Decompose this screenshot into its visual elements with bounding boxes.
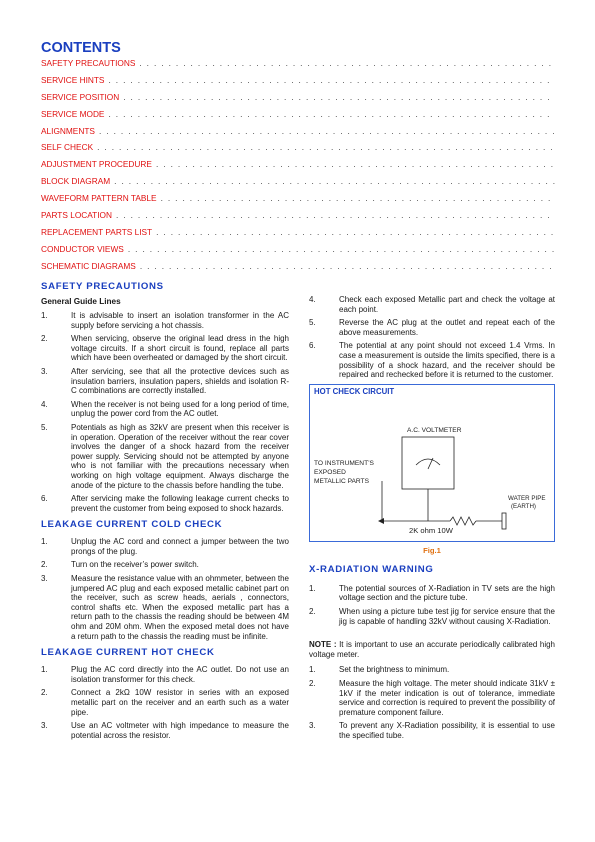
toc-item[interactable] bbox=[41, 210, 555, 227]
item-text: Measure the resistance value with an ohmmeter, between the jumpered AC plug and each exposed metallic cabinet part on the receiver, such as screw heads, aerials , connectors, control shafts etc. When the exposed metallic part has a return path to the chassis the reading should be between 4M ohm and 20M ohm. When the exposed metal does not have a return path to the chassis the reading must be infinite. bbox=[71, 574, 289, 641]
toc-item[interactable] bbox=[41, 126, 555, 143]
toc-item-label: ADJUSTMENT PROCEDURE bbox=[41, 159, 152, 170]
toc-item[interactable] bbox=[41, 58, 555, 75]
circuit-diagram bbox=[310, 385, 553, 540]
item-number: 2. bbox=[41, 560, 48, 570]
item-text: Plug the AC cord directly into the AC outlet. Do not use an isolation transformer for this check. bbox=[71, 665, 289, 684]
toc-item-label: SERVICE POSITION bbox=[41, 91, 120, 102]
voltmeter-label: A.C. VOLTMETER bbox=[407, 426, 462, 434]
toc-item-label: BLOCK DIAGRAM bbox=[41, 176, 111, 187]
contents-title: CONTENTS bbox=[41, 40, 121, 56]
list-item bbox=[309, 607, 555, 626]
item-number: 2. bbox=[309, 678, 316, 688]
toc-leader-dots bbox=[97, 142, 555, 152]
voltmeter bbox=[402, 437, 454, 489]
water-pipe-icon bbox=[502, 513, 506, 529]
toc-item-label: PARTS LOCATION bbox=[41, 210, 112, 221]
item-number: 1. bbox=[41, 665, 48, 675]
list-item bbox=[41, 423, 289, 490]
item-text: Measure the high voltage. The meter should indicate 31kV ± 1kV if the meter indication is out of tolerance, immediate service and correction is required to prevent the possibility of premature component failure. bbox=[339, 678, 555, 717]
toc-item-label: WAVEFORM PATTERN TABLE bbox=[41, 193, 157, 204]
list-item bbox=[41, 688, 289, 717]
right-column bbox=[309, 295, 555, 744]
item-text: The potential at any point should not exceed 1.4 Vrms. In case a measurement is outside the limits specified, there is a possibility of a shock hazard, and the receiver should be repaired and rechecked before it is returned to the customer. bbox=[339, 341, 555, 380]
item-number: 6. bbox=[309, 341, 316, 351]
toc-item[interactable] bbox=[41, 92, 555, 109]
item-text: It is advisable to insert an isolation transformer in the AC supply before servicing a hot chassis. bbox=[71, 311, 289, 330]
toc-item[interactable] bbox=[41, 159, 555, 176]
list-item bbox=[41, 560, 289, 570]
item-number: 3. bbox=[309, 721, 316, 731]
toc-item-label: SELF CHECK bbox=[41, 142, 94, 153]
item-number: 5. bbox=[41, 422, 48, 432]
item-number: 5. bbox=[309, 318, 316, 328]
figure-caption: Fig.1 bbox=[423, 545, 441, 555]
list-item bbox=[309, 295, 555, 314]
list-item bbox=[309, 721, 555, 740]
item-number: 1. bbox=[41, 537, 48, 547]
item-text: Set the brightness to minimum. bbox=[339, 665, 450, 675]
instruments-label-line-3: METALLIC PARTS bbox=[314, 477, 369, 485]
instruments-label-line-1: TO INSTRUMENT’S bbox=[314, 459, 374, 467]
item-number: 1. bbox=[309, 583, 316, 593]
item-text: When using a picture tube test jig for service ensure that the jig is capable of handling 32kV without causing X-Radiation. bbox=[339, 606, 555, 626]
hot-check-heading: LEAKAGE CURRENT HOT CHECK bbox=[41, 647, 215, 659]
list-item bbox=[41, 400, 289, 419]
item-number: 3. bbox=[41, 574, 48, 584]
resistor-label: 2K ohm 10W bbox=[409, 525, 453, 535]
toc-item-label: REPLACEMENT PARTS LIST bbox=[41, 226, 153, 237]
cold-check-heading: LEAKAGE CURRENT COLD CHECK bbox=[41, 519, 223, 531]
item-text: After servicing, see that all the protective devices such as insulation barriers, insulation papers, shields and isolation R-C combinations are correctly installed. bbox=[71, 366, 289, 396]
list-item bbox=[309, 584, 555, 603]
item-text: Connect a 2kΩ 10W resistor in series with an exposed metallic part on the receiver and an earth such as a water pipe. bbox=[71, 688, 289, 717]
figure-title: HOT CHECK CIRCUIT bbox=[314, 386, 395, 396]
instruments-label-line-2: EXPOSED bbox=[314, 468, 346, 476]
toc-item-label: CONDUCTOR VIEWS bbox=[41, 243, 124, 254]
water-pipe-label-line-2: (EARTH) bbox=[511, 502, 536, 510]
resistor-symbol bbox=[450, 517, 476, 525]
item-number: 3. bbox=[41, 721, 48, 731]
toc-item-label: SCHEMATIC DIAGRAMS bbox=[41, 260, 136, 271]
item-number: 4. bbox=[309, 295, 316, 304]
toc-item-label: SERVICE MODE bbox=[41, 108, 105, 119]
list-item bbox=[309, 341, 555, 379]
toc-leader-dots bbox=[128, 244, 555, 254]
water-pipe-label-line-1: WATER PIPE bbox=[508, 494, 546, 502]
toc-item[interactable] bbox=[41, 244, 555, 261]
item-number: 4. bbox=[41, 399, 48, 409]
circuit-wires bbox=[380, 481, 502, 525]
item-number: 1. bbox=[309, 665, 316, 675]
voltmeter-dial bbox=[416, 459, 440, 465]
item-text: Turn on the receiver’s power switch. bbox=[71, 560, 199, 570]
list-item bbox=[309, 679, 555, 717]
table-of-contents bbox=[41, 58, 555, 278]
hot-check-circuit-figure bbox=[309, 384, 555, 542]
note-label: NOTE : bbox=[309, 640, 337, 650]
list-item bbox=[41, 367, 289, 396]
item-text: To prevent any X-Radiation possibility, it is essential to use the specified tube. bbox=[339, 721, 555, 740]
toc-item[interactable] bbox=[41, 109, 555, 126]
toc-leader-dots bbox=[116, 210, 555, 220]
toc-item[interactable] bbox=[41, 261, 555, 278]
item-text: When servicing, observe the original lead dress in the high voltage circuits. If a short circuit is found, replace all parts which have been overheated or damaged by the short circuit. bbox=[71, 334, 289, 363]
item-number: 6. bbox=[41, 494, 48, 504]
probe-arrow-icon bbox=[378, 518, 384, 524]
list-item bbox=[41, 334, 289, 363]
left-column bbox=[41, 281, 289, 744]
toc-item-label: ALIGNMENTS bbox=[41, 125, 95, 136]
item-text: When the receiver is not being used for a long period of time, unplug the power cord from the AC outlet. bbox=[71, 399, 289, 419]
list-item bbox=[41, 537, 289, 556]
toc-item[interactable] bbox=[41, 176, 555, 193]
toc-leader-dots bbox=[114, 176, 555, 186]
item-number: 1. bbox=[41, 311, 48, 320]
item-number: 2. bbox=[41, 688, 48, 698]
list-item bbox=[41, 665, 289, 684]
item-text: Check each exposed Metallic part and check the voltage at each point. bbox=[339, 295, 555, 314]
toc-leader-dots bbox=[108, 75, 555, 85]
toc-item[interactable] bbox=[41, 75, 555, 92]
toc-leader-dots bbox=[156, 159, 555, 169]
toc-leader-dots bbox=[140, 261, 555, 271]
toc-item-label: SERVICE HINTS bbox=[41, 74, 105, 85]
list-item bbox=[41, 494, 289, 513]
toc-item[interactable] bbox=[41, 142, 555, 159]
general-guide-lines-subheading: General Guide Lines bbox=[41, 297, 121, 306]
toc-item[interactable] bbox=[41, 193, 555, 210]
list-item bbox=[41, 574, 289, 641]
list-item bbox=[309, 665, 555, 675]
item-text: After servicing make the following leakage current checks to prevent the customer from being exposed to shock hazards. bbox=[71, 494, 289, 513]
list-item bbox=[41, 311, 289, 330]
item-number: 3. bbox=[41, 366, 48, 376]
toc-leader-dots bbox=[108, 109, 555, 119]
item-text: Reverse the AC plug at the outlet and repeat each of the above measurements. bbox=[339, 318, 555, 337]
list-item bbox=[41, 721, 289, 740]
toc-leader-dots bbox=[156, 227, 555, 237]
toc-item[interactable] bbox=[41, 227, 555, 244]
voltmeter-box bbox=[402, 437, 454, 489]
item-number: 2. bbox=[309, 606, 316, 616]
note-text: It is important to use an accurate periodically calibrated high voltage meter. bbox=[309, 640, 556, 659]
toc-leader-dots bbox=[161, 193, 555, 203]
item-text: The potential sources of X-Radiation in TV sets are the high voltage section and the picture tube. bbox=[339, 583, 555, 603]
list-item bbox=[309, 318, 555, 337]
toc-leader-dots bbox=[99, 126, 555, 136]
item-number: 2. bbox=[41, 334, 48, 344]
item-text: Unplug the AC cord and connect a jumper between the two prongs of the plug. bbox=[71, 537, 289, 556]
toc-item-label: SAFETY PRECAUTIONS bbox=[41, 58, 136, 68]
item-text: Use an AC voltmeter with high impedance to measure the potential across the resistor. bbox=[71, 721, 289, 740]
toc-leader-dots bbox=[139, 58, 555, 68]
toc-leader-dots bbox=[123, 92, 555, 102]
x-radiation-heading: X-RADIATION WARNING bbox=[309, 563, 434, 575]
safety-precautions-heading: SAFETY PRECAUTIONS bbox=[41, 281, 164, 292]
note-paragraph bbox=[309, 640, 555, 659]
item-text: Potentials as high as 32kV are present when this receiver is in operation. Operation of the receiver without the rear cover involves the danger of a shock hazard from the receiver power supply. Servicing should not be attempted by anyone who is not familiar with the precautions necessary when working on high voltage equipment. Always discharge the anode of the picture to the chassis before handling the tube. bbox=[71, 422, 289, 490]
